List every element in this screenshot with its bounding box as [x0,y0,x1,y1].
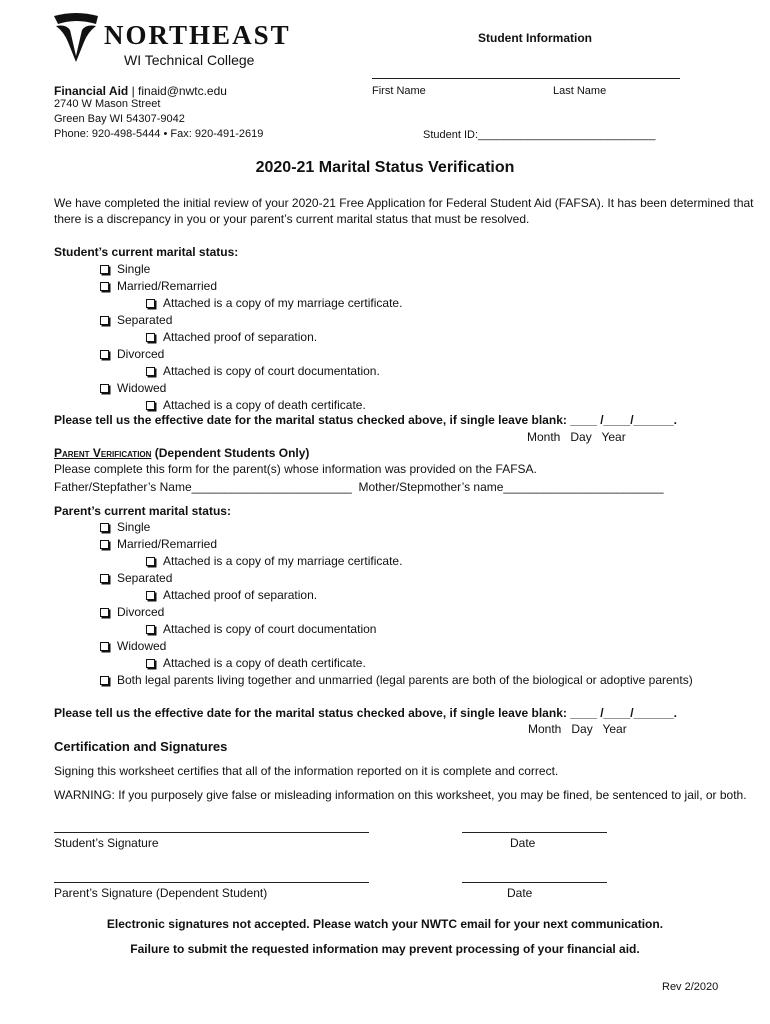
student-name-line[interactable] [372,78,680,79]
parent-separated-sub-option[interactable] [146,588,317,602]
student-status-heading: Student’s current marital status: [54,245,239,259]
option-label: Divorced [117,347,165,361]
student-separated-option[interactable] [100,313,172,327]
parent-verification-note: (Dependent Students Only) [151,446,310,460]
student-married-sub-option[interactable] [146,296,402,310]
student-date-prompt[interactable]: Please tell us the effective date for the marital status checked above, if single leave blank: ____ /____/______. [54,413,677,427]
checkbox-icon[interactable] [100,574,109,583]
student-separated-sub-option[interactable] [146,330,317,344]
option-label: Separated [117,571,173,585]
contact-phone: Phone: 920-498-5444 • Fax: 920-491-2619 [54,128,264,140]
option-label: Attached proof of separation. [163,588,318,602]
option-label: Attached is a copy of my marriage certificate. [163,296,403,310]
option-label: Widowed [117,639,167,653]
option-label: Attached is a copy of death certificate. [163,398,366,412]
certification-text: Signing this worksheet certifies that all of the information reported on it is complete and correct. [54,764,559,778]
last-name-label: Last Name [553,85,607,97]
certification-heading: Certification and Signatures [54,739,228,754]
parent-widowed-sub-option[interactable] [146,656,366,670]
contact-city: Green Bay WI 54307-9042 [54,113,185,125]
option-label: Widowed [117,381,167,395]
parent-status-heading: Parent’s current marital status: [54,504,231,518]
parent-verification-heading [54,446,309,460]
checkbox-icon[interactable] [100,523,109,532]
student-date-line[interactable] [462,832,607,833]
option-label: Attached is copy of court documentation. [163,364,380,378]
checkbox-icon[interactable] [146,367,155,376]
student-widowed-sub-option[interactable] [146,398,366,412]
checkbox-icon[interactable] [100,608,109,617]
option-label: Attached is a copy of death certificate. [163,656,366,670]
checkbox-icon[interactable] [146,557,155,566]
student-married-option[interactable] [100,279,217,293]
page-title: 2020-21 Marital Status Verification [255,159,515,176]
checkbox-icon[interactable] [146,659,155,668]
option-label: Divorced [117,605,165,619]
option-label: Separated [117,313,173,327]
student-divorced-option[interactable] [100,347,164,361]
checkbox-icon[interactable] [100,350,109,359]
warning-text: WARNING: If you purposely give false or misleading information on this worksheet, you may be fined, be sentenced to jail, or both. [54,788,747,802]
option-label: Attached is copy of court documentation [163,622,377,636]
option-label: Attached proof of separation. [163,330,318,344]
checkbox-icon[interactable] [100,265,109,274]
parent-date-label: Date [507,886,533,900]
student-date-labels: Month Day Year [527,430,626,444]
student-id-field[interactable]: Student ID:_____________________________ [423,129,656,141]
parent-signature-label: Parent’s Signature (Dependent Student) [54,886,268,900]
student-widowed-option[interactable] [100,381,166,395]
dept-label: Financial Aid [54,84,129,98]
parent-divorced-option[interactable] [100,605,164,619]
option-label: Single [117,262,151,276]
parent-verification-label: Parent Verification [54,446,152,460]
parent-instruction: Please complete this form for the parent(s) whose information was provided on the FAFSA. [54,462,537,476]
parent-single-option[interactable] [100,520,150,534]
parent-widowed-option[interactable] [100,639,166,653]
parent-married-sub-option[interactable] [146,554,402,568]
contact-street: 2740 W Mason Street [54,98,161,110]
student-single-option[interactable] [100,262,150,276]
intro-line-2: there is a discrepancy in you or your parent’s current marital status that must be resolved. [54,212,530,226]
checkbox-icon[interactable] [100,282,109,291]
checkbox-icon[interactable] [100,540,109,549]
checkbox-icon[interactable] [146,401,155,410]
intro-line-1: We have completed the initial review of your 2020-21 Free Application for Federal Student Aid (FAFSA). It has been determined that [54,196,754,210]
processing-notice: Failure to submit the requested information may prevent processing of your financial aid. [130,942,640,956]
parent-date-prompt[interactable]: Please tell us the effective date for the marital status checked above, if single leave blank: ____ /____/______. [54,706,677,720]
student-date-label: Date [510,836,536,850]
checkbox-icon[interactable] [146,299,155,308]
option-label: Both legal parents living together and unmarried (legal parents are both of the biological or adoptive parents) [117,673,693,687]
student-signature-line[interactable] [54,832,369,833]
parent-date-line[interactable] [462,882,607,883]
checkbox-icon[interactable] [100,316,109,325]
option-label: Married/Remarried [117,537,218,551]
first-name-label: First Name [372,85,426,97]
revision-label: Rev 2/2020 [662,981,719,993]
checkbox-icon[interactable] [100,642,109,651]
parent-separated-option[interactable] [100,571,172,585]
parent-married-option[interactable] [100,537,217,551]
logo-subtitle: WI Technical College [124,52,255,68]
checkbox-icon[interactable] [100,384,109,393]
student-info-title: Student Information [478,31,592,45]
parent-names-fields[interactable]: Father/Stepfather’s Name________________________ Mother/Stepmother’s name________________________ [54,480,664,494]
parent-unmarried-option[interactable] [100,673,693,687]
option-label: Attached is a copy of my marriage certificate. [163,554,403,568]
option-label: Single [117,520,151,534]
college-logo-icon [52,12,100,64]
parent-date-labels: Month Day Year [528,722,627,736]
contact-dept [54,84,227,98]
checkbox-icon[interactable] [146,591,155,600]
parent-signature-line[interactable] [54,882,369,883]
option-label: Married/Remarried [117,279,218,293]
dept-email: | finaid@nwtc.edu [128,84,227,98]
student-signature-label: Student’s Signature [54,836,159,850]
parent-divorced-sub-option[interactable] [146,622,376,636]
signature-notice: Electronic signatures not accepted. Please watch your NWTC email for your next communication. [106,917,664,931]
checkbox-icon[interactable] [146,625,155,634]
checkbox-icon[interactable] [100,676,109,685]
student-divorced-sub-option[interactable] [146,364,380,378]
checkbox-icon[interactable] [146,333,155,342]
logo-name: NORTHEAST [104,20,291,50]
